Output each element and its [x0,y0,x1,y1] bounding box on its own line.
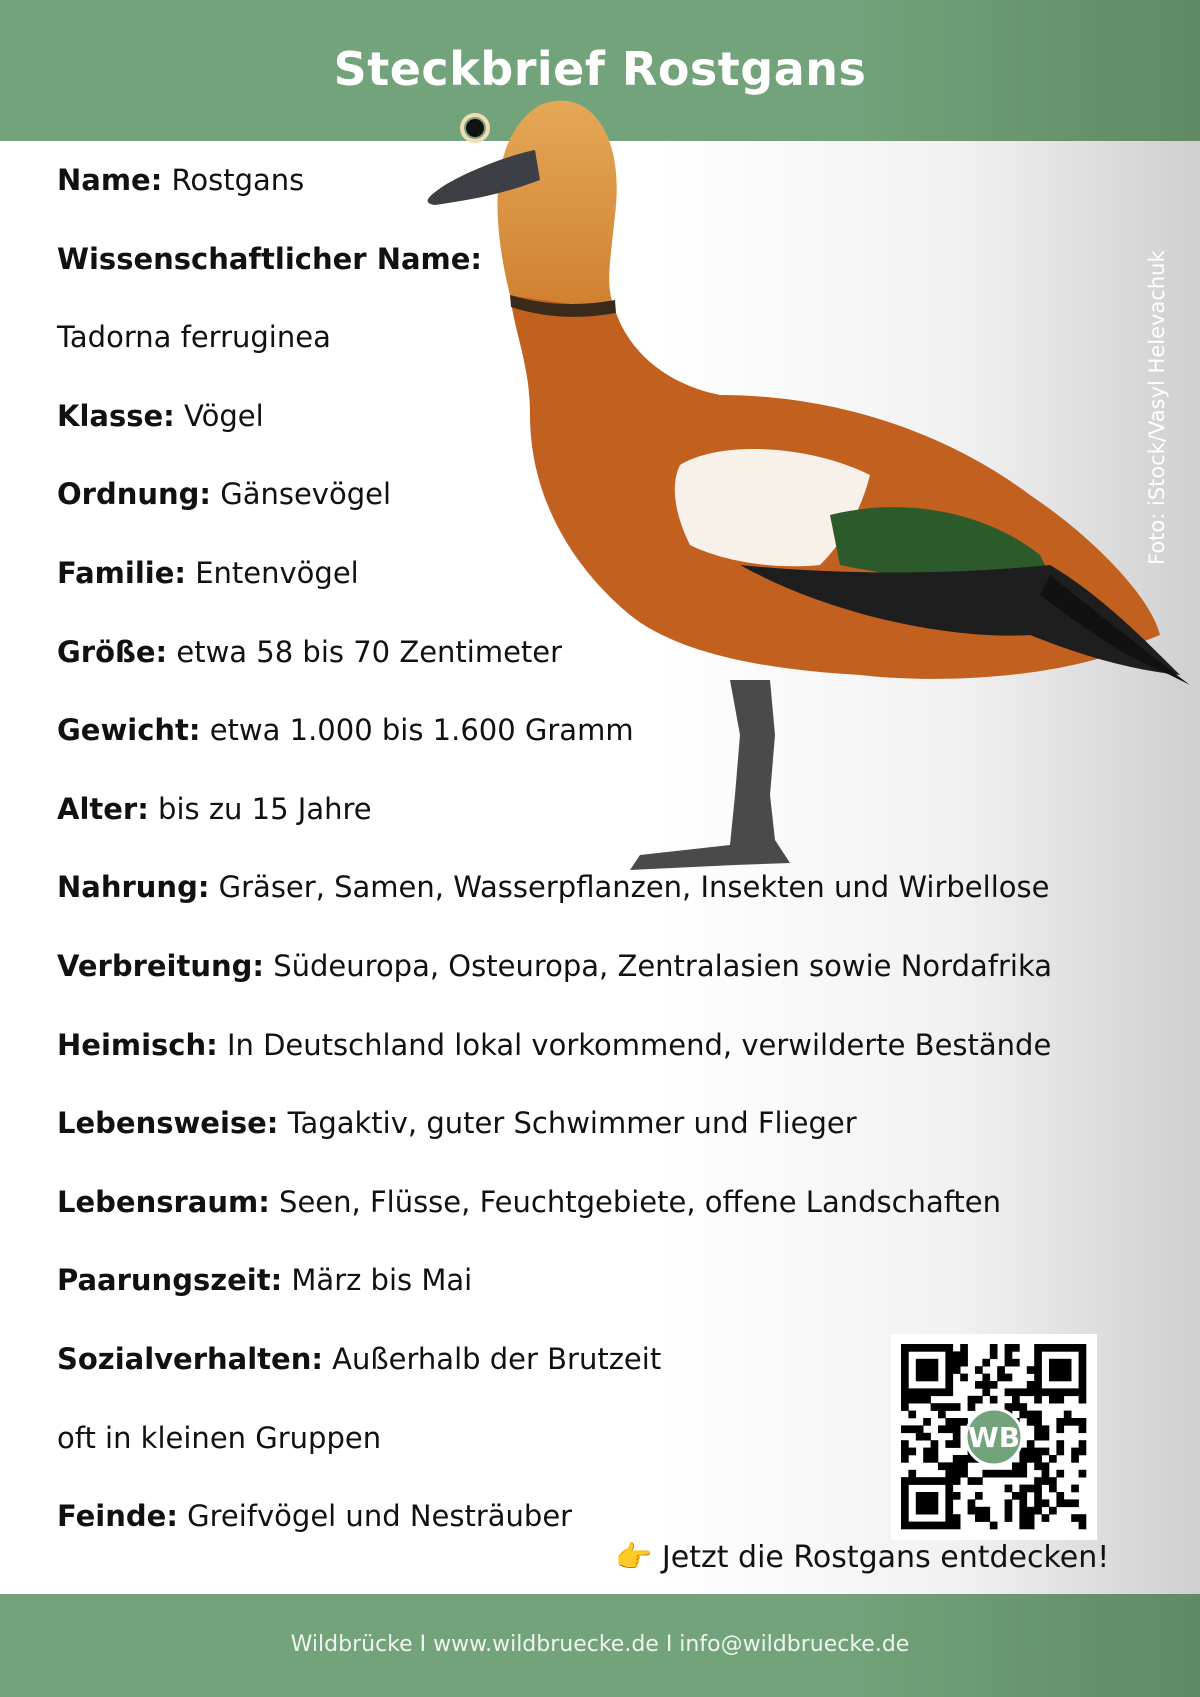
fact-row: Verbreitung: Südeuropa, Osteuropa, Zentralasien sowie Nordafrika [57,948,1053,983]
qr-code[interactable] [891,1334,1097,1540]
fact-row: Gewicht: etwa 1.000 bis 1.600 Gramm [57,713,634,748]
fact-row: Familie: Entenvögel [57,555,359,590]
fact-row: oft in kleinen Gruppen [57,1420,382,1455]
fact-row: Tadorna ferruginea [57,320,331,355]
fact-row: Sozialverhalten: Außerhalb der Brutzeit [57,1341,662,1376]
fact-row: Feinde: Greifvögel und Nesträuber [57,1499,573,1534]
fact-row: Lebensraum: Seen, Flüsse, Feuchtgebiete, offene Landschaften [57,1184,1002,1219]
fact-row: Größe: etwa 58 bis 70 Zentimeter [57,634,563,669]
fact-row: Nahrung: Gräser, Samen, Wasserpflanzen, Insekten und Wirbellose [57,870,1050,905]
fact-row: Heimisch: In Deutschland lokal vorkommend, verwilderte Bestände [57,1027,1052,1062]
cta-link[interactable]: 👉 Jetzt die Rostgans entdecken! [615,1540,1110,1575]
photo-credit: Foto: iStock/Vasyl Helevachuk [1145,250,1169,565]
pointing-hand-icon: 👉 [615,1540,653,1575]
fact-row: Ordnung: Gänsevögel [57,477,392,512]
fact-row: Alter: bis zu 15 Jahre [57,791,372,826]
footer-banner [0,1594,1200,1697]
fact-row: Wissenschaftlicher Name: [57,241,483,276]
page-title: Steckbrief Rostgans [333,42,867,96]
fact-row: Lebensweise: Tagaktiv, guter Schwimmer und Flieger [57,1106,857,1141]
footer-contact: Wildbrücke I www.wildbruecke.de I info@wildbruecke.de [290,1632,910,1657]
wb-logo-text: WB [967,1421,1021,1454]
qr-pattern [891,1334,1097,1540]
fact-row: Paarungszeit: März bis Mai [57,1263,473,1298]
fact-row: Klasse: Vögel [57,398,264,433]
fact-row: Name: Rostgans [57,163,305,197]
